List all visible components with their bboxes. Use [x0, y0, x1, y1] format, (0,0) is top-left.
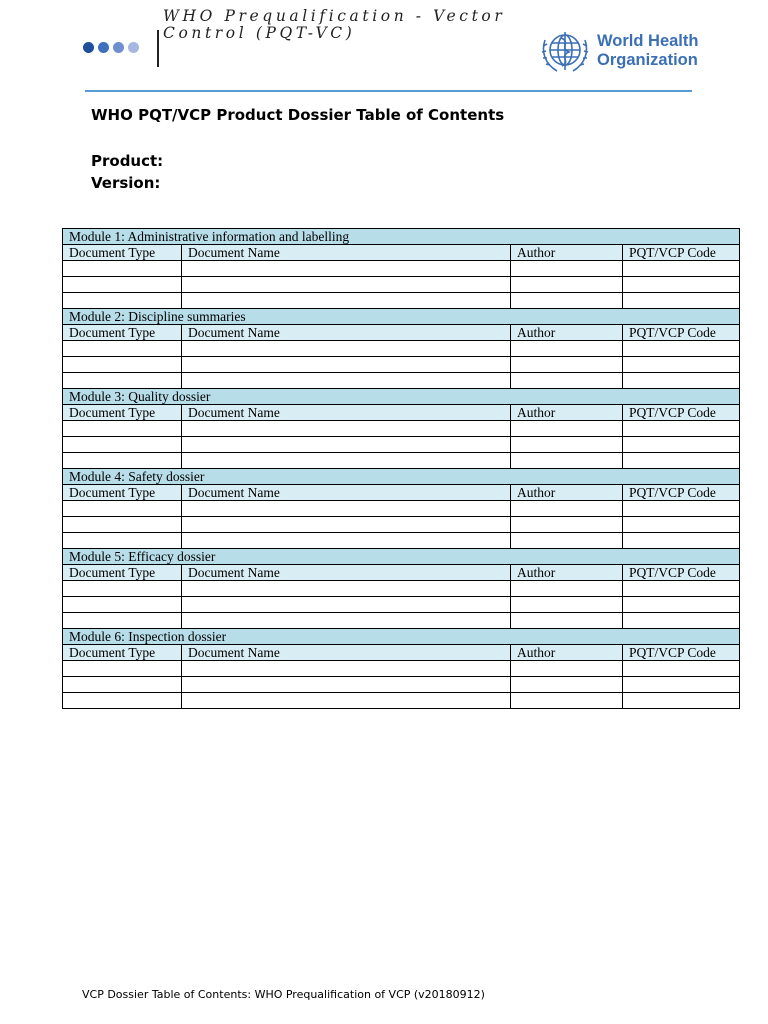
table-cell — [623, 357, 740, 373]
table-cell — [182, 501, 511, 517]
module-title: Module 4: Safety dossier — [63, 469, 740, 485]
table-row — [63, 501, 740, 517]
table-cell — [623, 661, 740, 677]
table-cell — [182, 421, 511, 437]
module-row — [63, 389, 740, 405]
module-row — [63, 629, 740, 645]
column-header-row — [63, 645, 740, 661]
table-cell — [63, 437, 182, 453]
table-row — [63, 293, 740, 309]
module-title: Module 5: Efficacy dossier — [63, 549, 740, 565]
dot-icon — [113, 42, 124, 53]
table-cell — [623, 373, 740, 389]
column-header: Author — [511, 645, 623, 661]
column-header: PQT/VCP Code — [623, 405, 740, 421]
module-row — [63, 309, 740, 325]
table-cell — [63, 693, 182, 709]
table-cell — [182, 261, 511, 277]
column-header: Document Type — [63, 405, 182, 421]
table-cell — [182, 453, 511, 469]
column-header: Author — [511, 245, 623, 261]
module-row — [63, 549, 740, 565]
table-cell — [63, 533, 182, 549]
module-row — [63, 229, 740, 245]
table-cell — [511, 661, 623, 677]
table-cell — [63, 357, 182, 373]
column-header: Author — [511, 405, 623, 421]
table-cell — [63, 341, 182, 357]
table-row — [63, 677, 740, 693]
dot-icon — [83, 42, 94, 53]
table-cell — [623, 533, 740, 549]
table-cell — [511, 533, 623, 549]
table-cell — [511, 677, 623, 693]
module-title: Module 2: Discipline summaries — [63, 309, 740, 325]
table-row — [63, 533, 740, 549]
logo-line-2: Organization — [597, 51, 698, 69]
column-header: Author — [511, 325, 623, 341]
table-cell — [63, 453, 182, 469]
toc-body — [63, 229, 740, 709]
column-header: Document Name — [182, 405, 511, 421]
column-header: Document Type — [63, 245, 182, 261]
table-cell — [182, 677, 511, 693]
header-title: WHO Prequalification - Vector Control (PQT-VC) — [163, 7, 506, 42]
column-header: Author — [511, 565, 623, 581]
table-cell — [623, 277, 740, 293]
table-cell — [511, 597, 623, 613]
table-cell — [182, 277, 511, 293]
dot-icon — [128, 42, 139, 53]
who-logo — [537, 26, 707, 78]
table-cell — [623, 501, 740, 517]
table-cell — [63, 661, 182, 677]
table-cell — [182, 661, 511, 677]
table-cell — [63, 501, 182, 517]
table-cell — [511, 613, 623, 629]
table-cell — [511, 501, 623, 517]
column-header: Document Name — [182, 565, 511, 581]
table-cell — [623, 677, 740, 693]
table-cell — [63, 293, 182, 309]
table-cell — [182, 341, 511, 357]
table-cell — [182, 597, 511, 613]
table-cell — [182, 533, 511, 549]
table-row — [63, 453, 740, 469]
column-header-row — [63, 325, 740, 341]
column-header: PQT/VCP Code — [623, 565, 740, 581]
table-cell — [63, 597, 182, 613]
dot-icon — [98, 42, 109, 53]
version-label: Version: — [91, 174, 161, 192]
column-header: Document Name — [182, 645, 511, 661]
column-header-row — [63, 405, 740, 421]
table-cell — [511, 373, 623, 389]
table-cell — [511, 293, 623, 309]
logo-wordmark — [597, 32, 698, 70]
table-cell — [511, 437, 623, 453]
table-cell — [623, 261, 740, 277]
table-row — [63, 437, 740, 453]
table-cell — [623, 421, 740, 437]
table-cell — [182, 437, 511, 453]
table-cell — [511, 341, 623, 357]
table-row — [63, 613, 740, 629]
header-divider — [157, 30, 159, 67]
table-cell — [623, 693, 740, 709]
dossier-toc-table — [62, 228, 740, 709]
module-title: Module 1: Administrative information and labelling — [63, 229, 740, 245]
table-row — [63, 277, 740, 293]
table-cell — [623, 293, 740, 309]
table-cell — [511, 517, 623, 533]
table-cell — [511, 581, 623, 597]
column-header-row — [63, 485, 740, 501]
column-header: PQT/VCP Code — [623, 645, 740, 661]
module-title: Module 3: Quality dossier — [63, 389, 740, 405]
table-cell — [63, 373, 182, 389]
table-cell — [63, 421, 182, 437]
column-header-row — [63, 565, 740, 581]
table-cell — [623, 613, 740, 629]
table-cell — [182, 293, 511, 309]
table-cell — [623, 437, 740, 453]
table-row — [63, 661, 740, 677]
table-cell — [63, 517, 182, 533]
table-cell — [623, 341, 740, 357]
table-cell — [182, 517, 511, 533]
column-header: PQT/VCP Code — [623, 245, 740, 261]
column-header: Document Name — [182, 325, 511, 341]
table-cell — [182, 693, 511, 709]
column-header: Document Type — [63, 565, 182, 581]
table-cell — [182, 373, 511, 389]
table-cell — [63, 261, 182, 277]
table-cell — [623, 453, 740, 469]
header-rule — [85, 90, 692, 92]
column-header-row — [63, 245, 740, 261]
document-title: WHO PQT/VCP Product Dossier Table of Contents — [91, 106, 505, 124]
table-cell — [182, 357, 511, 373]
table-row — [63, 261, 740, 277]
table-cell — [63, 613, 182, 629]
column-header: Document Name — [182, 245, 511, 261]
table-cell — [623, 517, 740, 533]
column-header: PQT/VCP Code — [623, 485, 740, 501]
table-row — [63, 517, 740, 533]
page-footer: VCP Dossier Table of Contents: WHO Prequalification of VCP (v20180912) — [82, 988, 485, 1001]
table-cell — [511, 453, 623, 469]
column-header: Document Type — [63, 325, 182, 341]
table-cell — [511, 421, 623, 437]
table-cell — [623, 597, 740, 613]
table-cell — [182, 581, 511, 597]
table-cell — [63, 581, 182, 597]
table-cell — [623, 581, 740, 597]
table-row — [63, 693, 740, 709]
table-cell — [511, 357, 623, 373]
module-row — [63, 469, 740, 485]
table-cell — [511, 277, 623, 293]
column-header: Document Name — [182, 485, 511, 501]
product-label: Product: — [91, 152, 164, 170]
who-emblem-icon — [537, 26, 593, 76]
module-title: Module 6: Inspection dossier — [63, 629, 740, 645]
table-row — [63, 597, 740, 613]
column-header: Author — [511, 485, 623, 501]
table-row — [63, 373, 740, 389]
column-header: Document Type — [63, 485, 182, 501]
table-cell — [182, 613, 511, 629]
table-cell — [63, 277, 182, 293]
column-header: PQT/VCP Code — [623, 325, 740, 341]
table-row — [63, 421, 740, 437]
table-cell — [511, 693, 623, 709]
table-cell — [63, 677, 182, 693]
table-row — [63, 581, 740, 597]
column-header: Document Type — [63, 645, 182, 661]
table-cell — [511, 261, 623, 277]
table-row — [63, 341, 740, 357]
logo-line-1: World Health — [597, 32, 699, 50]
table-row — [63, 357, 740, 373]
